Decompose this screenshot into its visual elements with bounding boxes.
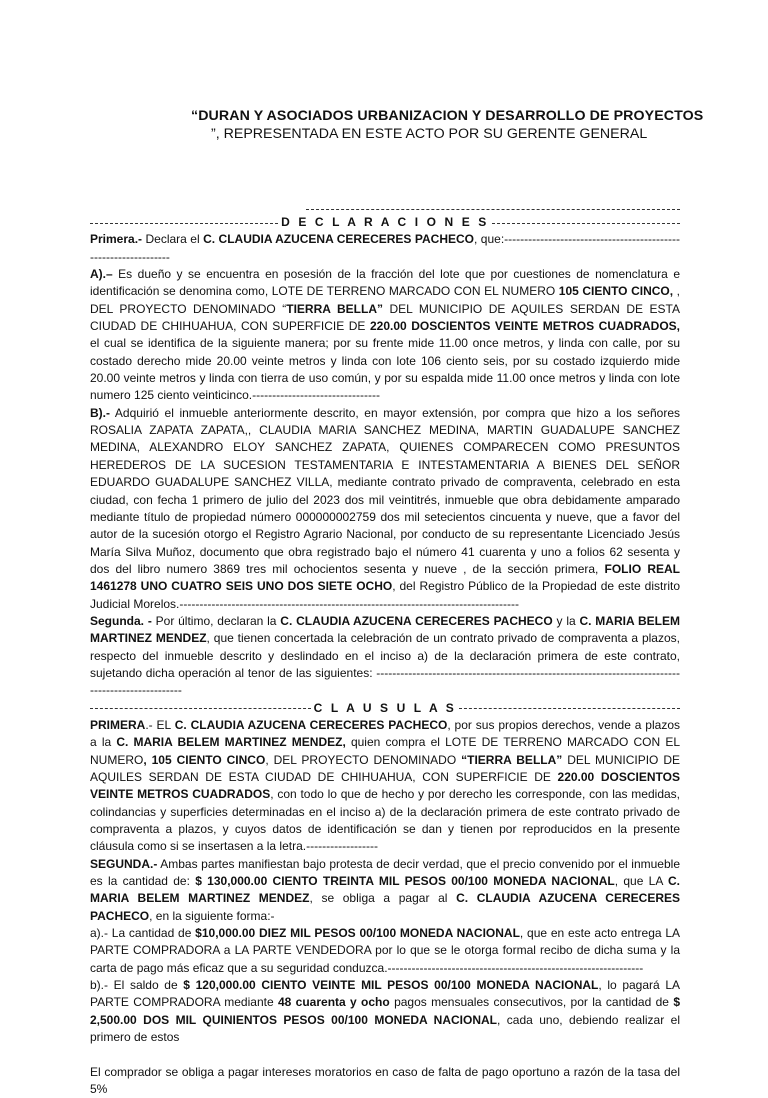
declaracion-a (90, 266, 680, 405)
text-run: pagos mensuales consecutivos, por la cantidad de (390, 995, 674, 1009)
balance-amount: $ 120,000.00 CIENTO VEINTE MIL PESOS 00/100 MONEDA NACIONAL (183, 978, 598, 992)
text-run: , lo pagará LA PARTE COMPRADORA mediante (90, 978, 680, 1009)
text-run: , del Registro Público de la Propiedad de este distrito Judicial Morelos.------------------------------------------------------------------------------------- (90, 579, 680, 610)
text-run: , que tienen concertada la celebración de un contrato privado de compraventa a plazos, respecto del inmueble descrito y deslindado en el inciso a) de la declaración primera de este contrato, sujetando dicha operación al tenor de las siguientes: --------------------------------------------------------------------------------------------------- (90, 631, 680, 697)
lot-number: 105 CIENTO CINCO, (559, 284, 673, 298)
text-run: el cual se identifica de la siguiente manera; por su frente mide 11.00 once metros, y linda con calle, por su costado derecho mide 20.00 veinte metros y linda con lote 106 ciento seis, por su costado izquierdo mide 20.00 veinte metros y linda con tierra de uso común, y por su espalda mide 11.00 once metros y linda con lote numero 125 ciento veinticinco.-------------------------------- (90, 336, 680, 402)
text-run: , se obliga a pagar al (309, 891, 456, 905)
payment-b (90, 977, 680, 1046)
primera-label: Primera.- (90, 232, 142, 246)
seller-name: C. CLAUDIA AZUCENA CERECERES PACHECO (203, 232, 474, 246)
clausulas-title: C L A U S U L A S (311, 700, 460, 717)
clausulas-heading (90, 700, 680, 717)
clausula-segunda (90, 856, 680, 925)
heading-dashes-left (90, 708, 311, 709)
lot-number: , 105 CIENTO CINCO (143, 753, 265, 767)
text-run: , por sus propios derechos, vende a plazos a la (90, 718, 680, 749)
declaracion-b (90, 405, 680, 613)
folio-real: FOLIO REAL 1461278 UNO CUATRO SEIS UNO DOS SIETE OCHO (90, 562, 680, 593)
heading-dashes-left (90, 223, 278, 224)
text-run: , en la siguiente forma:- (149, 909, 274, 923)
seller-name: C. CLAUDIA AZUCENA CERECERES PACHECO (175, 718, 448, 732)
seller-name: C. CLAUDIA AZUCENA CERECERES PACHECO (280, 614, 552, 628)
project-name: “TIERRA BELLA” (461, 753, 562, 767)
separator-line (306, 209, 680, 210)
company-subtitle: ”, REPRESENTADA EN ESTE ACTO POR SU GERENTE GENERAL (211, 126, 647, 142)
total-price: $ 130,000.00 CIENTO TREINTA MIL PESOS 00/100 MONEDA NACIONAL (195, 874, 615, 888)
interest-clause: El comprador se obliga a pagar intereses moratorios en caso de falta de pago oportuno a razón de la tasa del 5% (90, 1064, 680, 1098)
heading-dashes-right (492, 223, 680, 224)
down-payment: $10,000.00 DIEZ MIL PESOS 00/100 MONEDA NACIONAL (195, 926, 520, 940)
text-run: Es dueño y se encuentra en posesión de la fracción del lote que por cuestiones de nomenclatura e identificación se denomina como, LOTE DE TERRENO MARCADO CON EL NUMERO (90, 267, 680, 298)
clausula-segunda-label: SEGUNDA.- (90, 857, 157, 871)
project-name: TIERRA BELLA” (286, 302, 383, 316)
lot-area: 220.00 DOSCIENTOS VEINTE METROS CUADRADOS, (370, 319, 680, 333)
inciso-b-label: B).- (90, 406, 110, 420)
company-title: “DURAN Y ASOCIADOS URBANIZACION Y DESARROLLO DE PROYECTOS (191, 108, 703, 124)
payment-a (90, 925, 680, 977)
heading-dashes-right (459, 708, 680, 709)
contract-body (90, 214, 680, 1098)
segunda-label: Segunda. - (90, 614, 152, 628)
text-run: b).- El saldo de (90, 978, 183, 992)
paragraph-gap (90, 1047, 680, 1064)
text-run: , que:---------------------------------------------------------------- (90, 232, 680, 263)
buyer-name: C. MARIA BELEM MARTINEZ MENDEZ (90, 614, 680, 645)
text-run: , DEL PROYECTO DENOMINADO (265, 753, 461, 767)
text-run: Declara el (142, 232, 203, 246)
seller-name: C. CLAUDIA AZUCENA CERECERES PACHECO (90, 891, 680, 922)
text-run: Adquirió el inmueble anteriormente descrito, en mayor extensión, por compra que hizo a los señores ROSALIA ZAPATA ZAPATA,, CLAUDIA MARIA SANCHEZ MEDINA, MARTIN GUADALUPE SANCHEZ MEDINA, ALEXANDRO ELOY SANCHEZ ZAPATA, QUIENES COMPARECEN COMO PRESUNTOS HEREDEROS DE LA SUCESION TESTAMENTARIA E INTESTAMENTARIA A BIENES DEL SEÑOR EDUARDO GUADALUPE SANCHEZ VILLA, mediante contrato privado de compraventa, celebrado en esta ciudad, con fecha 1 primero de julio del 2023 dos mil veintitrés, inmueble que obra debidamente amparado mediante título de propiedad número 000000002759 dos mil setecientos cincuenta y nueve, que a favor del autor de la sucesión otorgo el Registro Agrario Nacional, por conducto de su representante Licenciado Jesús María Silva Muñoz, documento que obra registrado bajo el número 41 cuarenta y uno a folios 62 sesenta y dos del libro numero 3869 tres mil ochocientos sesenta y nueve , de la sección primera, (90, 406, 680, 576)
text-run: , DEL PROYECTO DENOMINADO “ (90, 284, 680, 315)
text-run: , que LA (615, 874, 668, 888)
payment-count: 48 cuarenta y ocho (278, 995, 390, 1009)
text-run: , cada uno, debiendo realizar el primero de estos (90, 1013, 680, 1044)
text-run: .- EL (145, 718, 174, 732)
clausula-primera-label: PRIMERA (90, 718, 145, 732)
text-run: y la (553, 614, 580, 628)
lot-area: 220.00 DOSCIENTOS VEINTE METROS CUADRADOS (90, 770, 680, 801)
declaracion-segunda (90, 613, 680, 700)
text-run: DEL MUNICIPIO DE AQUILES SERDAN DE ESTA CIUDAD DE CHIHUAHUA, CON SUPERFICIE DE (90, 302, 680, 333)
declaraciones-title: D E C L A R A C I O N E S (278, 214, 492, 231)
text-run: Por último, declaran la (152, 614, 280, 628)
inciso-a-label: A).– (90, 267, 113, 281)
text-run: quien compra el LOTE DE TERRENO MARCADO CON EL NUMERO (90, 735, 680, 766)
text-run: , que en este acto entrega LA PARTE COMPRADORA a LA PARTE VENDEDORA por lo que se le otorga formal recibo de dicha suma y la carta de pago más eficaz que a su seguridad conduzca.---------------------------------------------------------------- (90, 926, 680, 975)
buyer-name: C. MARIA BELEM MARTINEZ MENDEZ, (116, 735, 345, 749)
buyer-name: C. MARIA BELEM MARTINEZ MENDEZ (90, 874, 680, 905)
monthly-payment: $ 2,500.00 DOS MIL QUINIENTOS PESOS 00/100 MONEDA NACIONAL (90, 995, 680, 1026)
text-run: Ambas partes manifiestan bajo protesta de decir verdad, que el precio convenido por el inmueble es la cantidad de: (90, 857, 680, 888)
declaraciones-heading (90, 214, 680, 231)
text-run: a).- La cantidad de (90, 926, 195, 940)
text-run: , con todo lo que de hecho y por derecho les corresponde, con las medidas, colindancias y superficies determinadas en el inciso a) de la declaración primera de este contrato privado de compraventa a plazos, y cuyos datos de identificación se dan y tienen por reproducidos en la presente cláusula como si se insertasen a la letra.------------------ (90, 787, 680, 853)
text-run: DEL MUNICIPIO DE AQUILES SERDAN DE ESTA CIUDAD DE CHIHUAHUA, CON SUPERFICIE DE (90, 753, 680, 784)
declaracion-primera (90, 231, 680, 266)
clausula-primera (90, 717, 680, 856)
